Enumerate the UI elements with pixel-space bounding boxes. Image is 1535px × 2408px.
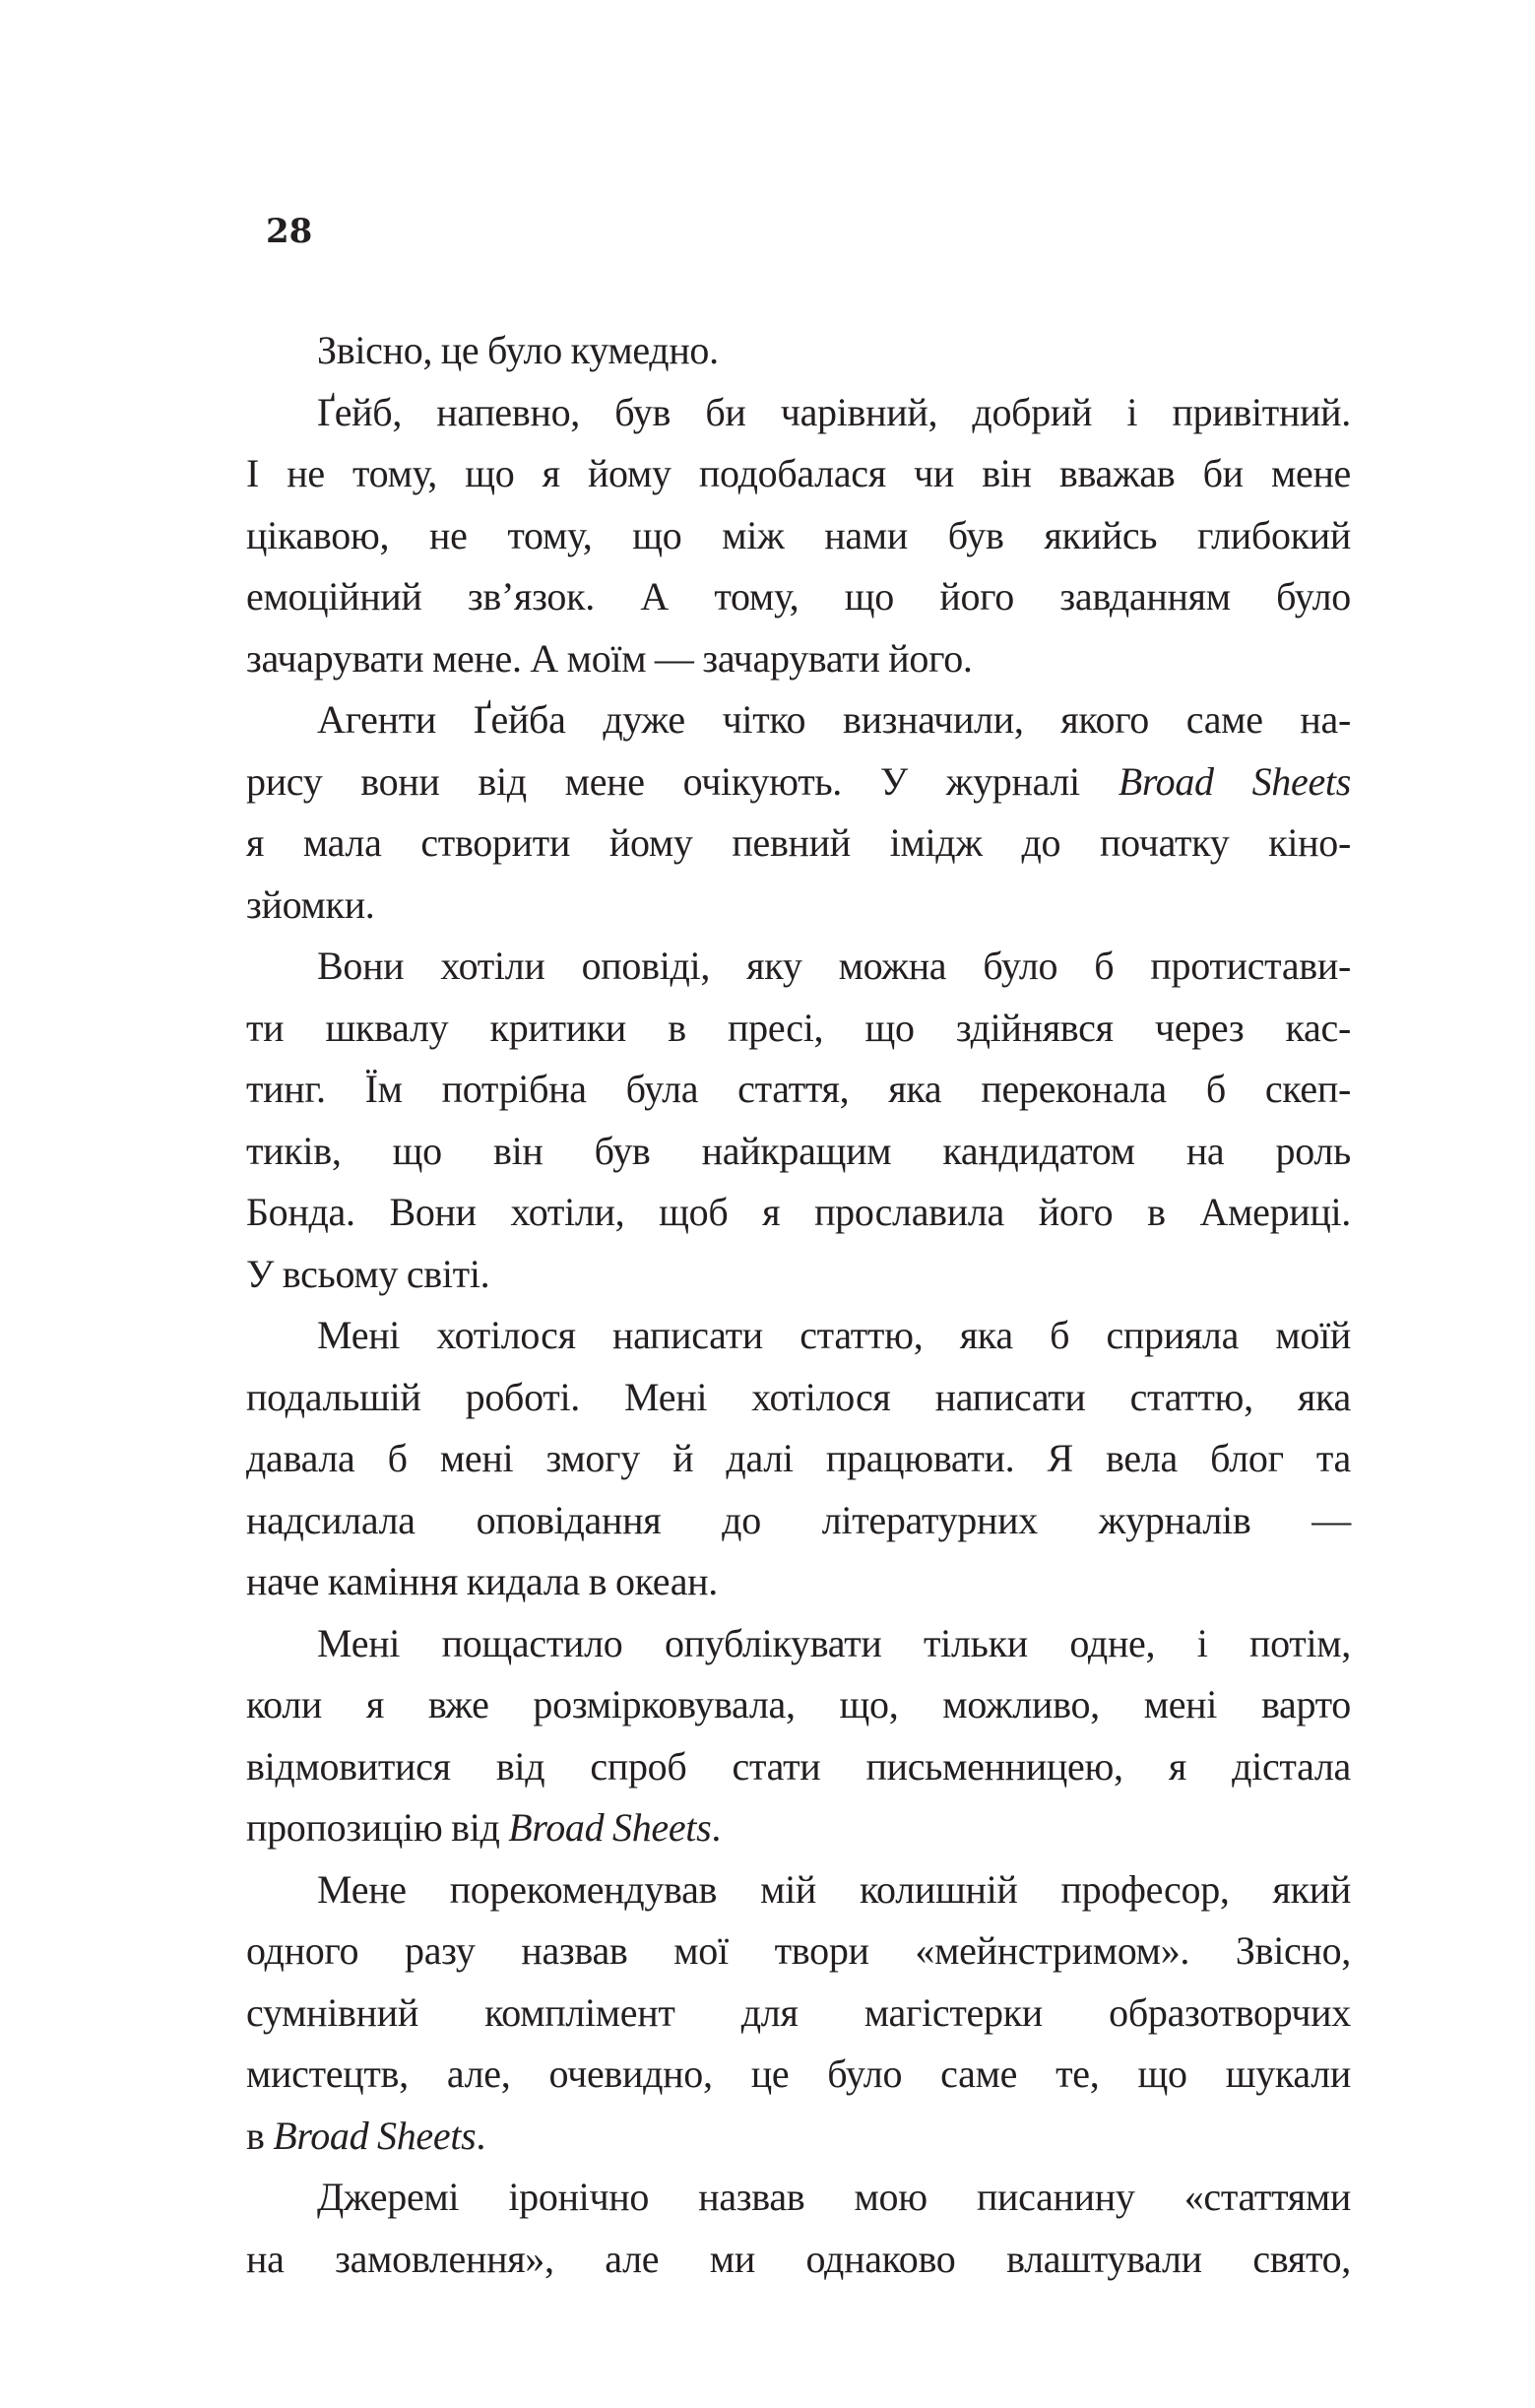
text-line: давала б мені змогу й далі працювати. Я вела блог та <box>246 1436 1351 1480</box>
text-line: Мене порекомендував мій колишній професор, який <box>317 1866 1351 1912</box>
text-line: я мала створити йому певний імідж до початку кіно- <box>246 820 1351 865</box>
text-line: Мені хотілося написати статтю, яка б сприяла моїй <box>317 1313 1351 1357</box>
text-line: Агенти Ґейба дуже чітко визначили, якого саме на- <box>317 697 1351 742</box>
text-line: І не тому, що я йому подобалася чи він вважав би мене <box>246 451 1351 495</box>
paragraph <box>246 689 1351 936</box>
paragraph <box>246 936 1351 1305</box>
text-line: цікавою, не тому, що між нами був якийсь глибокий <box>246 512 1351 557</box>
text-line: зачарувати мене. А моїм — зачарувати його. <box>246 635 973 681</box>
text-line: Джеремі іронічно назвав мою писанину «статтями <box>317 2175 1351 2219</box>
text-line: У всьому світі. <box>246 1251 490 1296</box>
text-fragment: в <box>246 2113 274 2158</box>
text-line <box>246 2106 1351 2168</box>
text-line: тиків, що він був найкращим кандидатом на роль <box>246 1128 1351 1173</box>
text-line: подальшій роботі. Мені хотілося написати статтю, яка <box>246 1374 1351 1419</box>
text-fragment: рису вони від мене очікують. У журналі <box>246 758 1119 804</box>
text-line: Звісно, це було кумедно. <box>317 328 719 372</box>
text-line: на замовлення», але ми однаково влаштували свято, <box>246 2236 1351 2281</box>
text-line: Мені пощастило опублікувати тільки одне, і потім, <box>317 1620 1351 1665</box>
paragraph <box>246 382 1351 690</box>
text-line: Вони хотіли оповіді, яку можна було б протистави- <box>317 944 1351 988</box>
text-line <box>246 751 1351 814</box>
text-fragment: . <box>711 1805 722 1850</box>
text-line: сумнівний комплімент для магістерки образотворчих <box>246 1989 1351 2035</box>
paragraph <box>246 1613 1351 1859</box>
magazine-title: Broad Sheets <box>1118 758 1351 804</box>
text-line: тинг. Їм потрібна була стаття, яка переконала б скеп- <box>246 1067 1351 1111</box>
text-fragment: . <box>476 2113 486 2158</box>
paragraph <box>246 1859 1351 2168</box>
magazine-title: Broad Sheets <box>273 2113 477 2158</box>
text-line: Ґейб, напевно, був би чарівний, добрий і привітний. <box>317 389 1351 434</box>
body-text <box>246 320 1351 2290</box>
text-line: емоційний зв’язок. А тому, що його завданням було <box>246 574 1351 618</box>
text-line: ти шквалу критики в пресі, що здійнявся через кас- <box>246 1005 1351 1050</box>
text-fragment: пропозицію від <box>246 1805 509 1850</box>
text-line: коли я вже розмірковувала, що, можливо, мені варто <box>246 1682 1351 1726</box>
text-line: мистецтв, але, очевидно, це було саме те, що шукали <box>246 2051 1351 2096</box>
text-line: Бонда. Вони хотіли, щоб я прославила його в Америці. <box>246 1190 1351 1234</box>
text-line: зйомки. <box>246 881 375 927</box>
text-line: надсилала оповідання до літературних журналів — <box>246 1497 1351 1542</box>
text-line: наче каміння кидала в океан. <box>246 1559 718 1603</box>
paragraph <box>246 320 1351 382</box>
paragraph <box>246 1305 1351 1613</box>
page-number: 28 <box>266 212 313 251</box>
magazine-title: Broad Sheets <box>508 1805 712 1850</box>
paragraph <box>246 2167 1351 2290</box>
text-line <box>246 1797 1351 1859</box>
text-line: одного разу назвав мої твори «мейнстримом». Звісно, <box>246 1928 1351 1973</box>
text-line: відмовитися від спроб стати письменницею, я дістала <box>246 1743 1351 1789</box>
